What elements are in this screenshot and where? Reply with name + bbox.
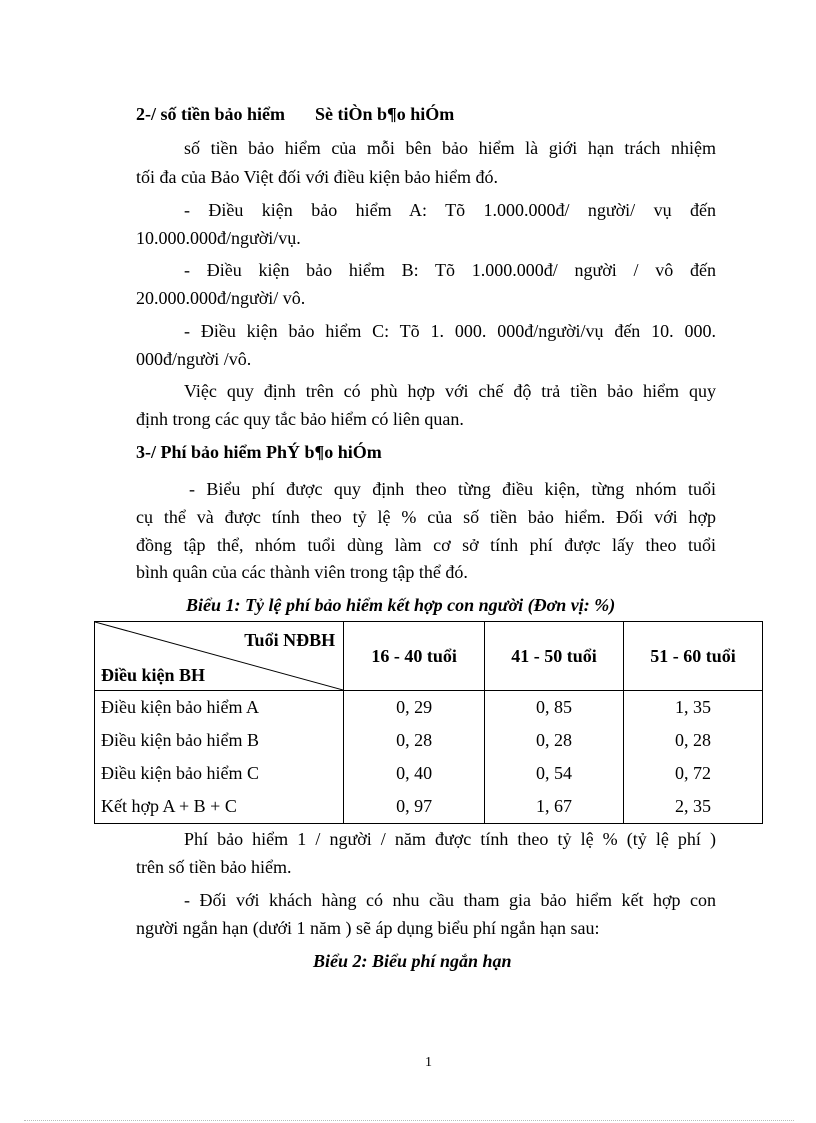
table-cell: 0, 85 (485, 691, 624, 725)
page-bottom-dotted-rule (24, 1120, 794, 1121)
after-table-para1-line1: Phí bảo hiểm 1 / người / năm được tính theo tỷ lệ % (tỷ lệ phí ) (184, 829, 716, 849)
table-cell: 0, 40 (344, 757, 485, 790)
table-row (95, 691, 763, 725)
corner-condition-label: Điều kiện BH (101, 665, 206, 685)
section2-para2-line2: định trong các quy tắc bảo hiểm có liên quan. (136, 409, 464, 429)
table-cell: 0, 28 (344, 724, 485, 757)
table-cell: 2, 35 (624, 790, 763, 824)
after-table-para1-line2: trên số tiền bảo hiểm. (136, 857, 292, 877)
table-cell: 0, 28 (485, 724, 624, 757)
table-cell: 1, 35 (624, 691, 763, 725)
section2-heading: 2-/ số tiền bảo hiểm Sè tiÒn b¶o hiÓm (136, 104, 455, 124)
corner-age-label: Tuổi NĐBH (244, 630, 336, 650)
table-row (95, 757, 763, 790)
column-header-age-16-40: 16 - 40 tuổi (344, 622, 485, 691)
row-label: Kết hợp A + B + C (95, 790, 344, 824)
section2-para1-line2: tối đa của Bảo Việt đối với điều kiện bảo hiểm đó. (136, 167, 499, 187)
column-header-age-41-50: 41 - 50 tuổi (485, 622, 624, 691)
table2-caption: Biểu 2: Biểu phí ngắn hạn (313, 951, 512, 971)
condition-b-line2: 20.000.000đ/người/ vô. (136, 288, 306, 308)
condition-b-line1: - Điều kiện bảo hiểm B: Tõ 1.000.000đ/ người / vô đến (184, 260, 716, 280)
table-cell: 0, 28 (624, 724, 763, 757)
page-number: 1 (425, 1055, 432, 1070)
condition-a-line1: - Điều kiện bảo hiểm A: Tõ 1.000.000đ/ người/ vụ đến (184, 200, 716, 220)
table-cell: 0, 97 (344, 790, 485, 824)
table-corner-cell (95, 622, 344, 691)
premium-rate-table (94, 621, 763, 824)
table-row (95, 724, 763, 757)
section2-para1-line1: số tiền bảo hiểm của mỗi bên bảo hiểm là giới hạn trách nhiệm (184, 138, 716, 158)
row-label: Điều kiện bảo hiểm A (95, 691, 344, 725)
column-header-age-51-60: 51 - 60 tuổi (624, 622, 763, 691)
section3-para1-line2: cụ thể và được tính theo tỷ lệ % của số tiền bảo hiểm. Đối với hợp (136, 507, 716, 527)
after-table-para2-line1: - Đối với khách hàng có nhu cầu tham gia bảo hiểm kết hợp con (184, 890, 716, 910)
after-table-para2-line2: người ngắn hạn (dưới 1 năm ) sẽ áp dụng biểu phí ngắn hạn sau: (136, 918, 600, 938)
section3-para1-line1: - Biểu phí được quy định theo từng điều kiện, từng nhóm tuổi (189, 479, 716, 499)
row-label: Điều kiện bảo hiểm C (95, 757, 344, 790)
section2-para2-line1: Việc quy định trên có phù hợp với chế độ trả tiền bảo hiểm quy (184, 381, 716, 401)
table-row (95, 790, 763, 824)
section3-heading: 3-/ Phí bảo hiểm PhÝ b¶o hiÓm (136, 442, 382, 462)
table-cell: 1, 67 (485, 790, 624, 824)
table1-caption: Biểu 1: Tỷ lệ phí bảo hiểm kết hợp con người (Đơn vị: %) (186, 595, 616, 615)
section3-para1-line3: đồng tập thể, nhóm tuổi dùng làm cơ sở tính phí được lấy theo tuổi (136, 535, 716, 555)
section3-para1-line4: bình quân của các thành viên trong tập thể đó. (136, 562, 468, 582)
condition-a-line2: 10.000.000đ/người/vụ. (136, 228, 301, 248)
table-header-row (95, 622, 763, 691)
row-label: Điều kiện bảo hiểm B (95, 724, 344, 757)
condition-c-line2: 000đ/người /vô. (136, 349, 252, 369)
table-cell: 0, 72 (624, 757, 763, 790)
table-cell: 0, 54 (485, 757, 624, 790)
table-cell: 0, 29 (344, 691, 485, 725)
condition-c-line1: - Điều kiện bảo hiểm C: Tõ 1. 000. 000đ/người/vụ đến 10. 000. (184, 321, 716, 341)
